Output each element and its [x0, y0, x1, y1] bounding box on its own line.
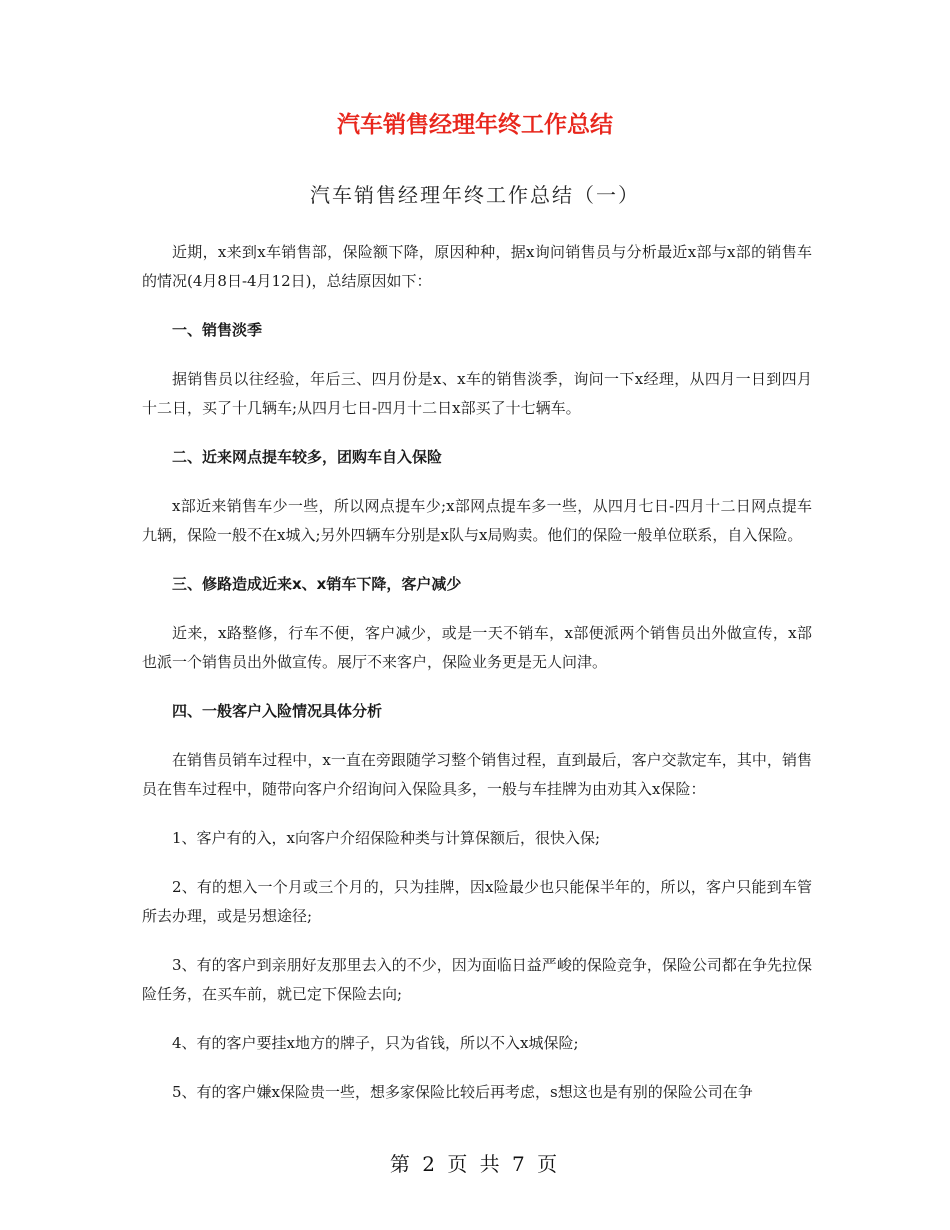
page-footer: 第 2 页 共 7 页 [389, 1152, 561, 1176]
list-item: 2、有的想入一个月或三个月的，只为挂牌，因x险最少也只能保半年的，所以，客户只能到车管所去办理，或是另想途径; [142, 878, 812, 925]
document-title: 汽车销售经理年终工作总结 [337, 112, 613, 138]
list-item: 1、客户有的入，x向客户介绍保险种类与计算保额后，很快入保; [172, 829, 601, 847]
paragraph: 在销售员销车过程中，x一直在旁跟随学习整个销售过程，直到最后，客户交款定车，其中，销售员在售车过程中，随带向客户介绍询问入保险具多，一般与车挂牌为由劝其入x保险： [142, 751, 812, 798]
section-heading: 三、修路造成近来x、x销车下降，客户减少 [172, 575, 462, 593]
paragraph: 据销售员以往经验，年后三、四月份是x、x车的销售淡季，询问一下x经理，从四月一日到四月十二日，买了十几辆车;从四月七日-四月十二日x部买了十七辆车。 [142, 370, 812, 417]
paragraph: 近期，x来到x车销售部，保险额下降，原因种种，据x询问销售员与分析最近x部与x部的销售车的情况(4月8日-4月12日)，总结原因如下： [142, 243, 812, 290]
list-item: 3、有的客户到亲朋好友那里去入的不少，因为面临日益严峻的保险竞争，保险公司都在争先拉保险任务，在买车前，就已定下保险去向; [142, 956, 812, 1003]
section-heading: 四、一般客户入险情况具体分析 [172, 702, 383, 720]
section-heading: 二、近来网点提车较多，团购车自入保险 [172, 448, 443, 466]
section-heading: 一、销售淡季 [172, 321, 263, 339]
list-item: 5、有的客户嫌x保险贵一些，想多家保险比较后再考虑，s想这也是有别的保险公司在争 [172, 1083, 753, 1101]
list-item: 4、有的客户要挂x地方的牌子，只为省钱，所以不入x城保险; [172, 1034, 579, 1052]
paragraph: 近来，x路整修，行车不便，客户减少，或是一天不销车，x部便派两个销售员出外做宣传，x部也派一个销售员出外做宣传。展厅不来客户，保险业务更是无人问津。 [142, 624, 812, 671]
paragraph: x部近来销售车少一些，所以网点提车少;x部网点提车多一些，从四月七日-四月十二日网点提车九辆，保险一般不在x城入;另外四辆车分别是x队与x局购卖。他们的保险一般单位联系，自入保险。 [142, 497, 812, 544]
document-subtitle: 汽车销售经理年终工作总结（一） [310, 183, 640, 207]
document-body [142, 238, 812, 1127]
